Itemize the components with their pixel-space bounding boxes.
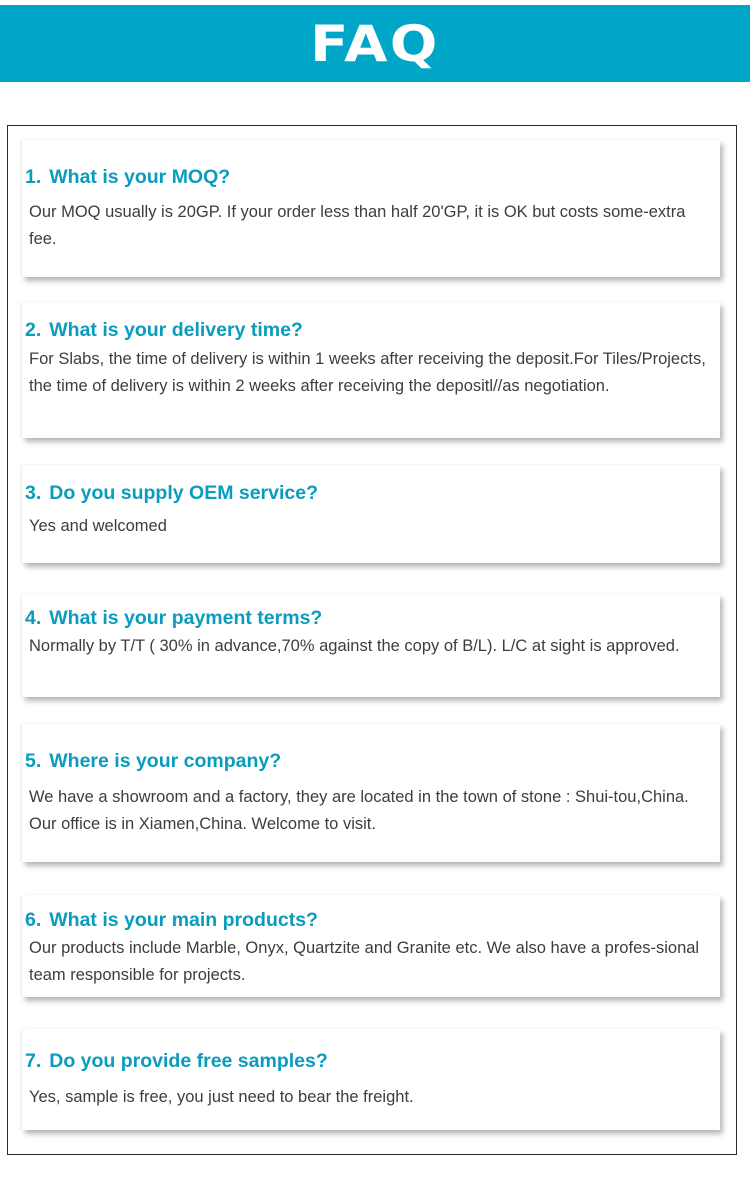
faq-question: 3. Do you supply OEM service?: [25, 482, 318, 504]
faq-answer: Normally by T/T ( 30% in advance,70% against the copy of B/L). L/C at sight is approved.: [29, 637, 680, 655]
faq-banner: [0, 5, 750, 82]
faq-card-1: [22, 140, 720, 277]
page-title: FAQ: [310, 14, 440, 73]
faq-card-4: [22, 594, 720, 697]
faq-question: 6. What is your main products?: [25, 909, 318, 931]
faq-answer: For Slabs, the time of delivery is within 1 weeks after receiving the deposit.For Tiles/Projects, the time of delivery is within 2 weeks after receiving the depositl//as negotiation.: [29, 350, 706, 395]
faq-card-7: [22, 1029, 720, 1130]
faq-answer: Yes, sample is free, you just need to bear the freight.: [29, 1088, 414, 1106]
faq-answer: Our MOQ usually is 20GP. If your order less than half 20'GP, it is OK but costs some-extra fee.: [29, 203, 686, 248]
faq-card-6: [22, 895, 720, 997]
faq-answer: Our products include Marble, Onyx, Quartzite and Granite etc. We also have a profes-sional team responsible for projects.: [29, 939, 700, 984]
faq-question: 7. Do you provide free samples?: [25, 1050, 328, 1072]
faq-question: 4. What is your payment terms?: [25, 607, 323, 629]
faq-card-3: [22, 465, 720, 563]
faq-answer: We have a showroom and a factory, they are located in the town of stone : Shui-tou,China. Our office is in Xiamen,China. Welcome to visit.: [29, 788, 689, 833]
faq-question: 5. Where is your company?: [25, 750, 282, 772]
faq-card-2: [22, 302, 720, 438]
faq-question: 2. What is your delivery time?: [25, 319, 303, 341]
faq-answer: Yes and welcomed: [29, 517, 167, 535]
faq-question: 1. What is your MOQ?: [25, 166, 231, 188]
faq-card-5: [22, 724, 720, 862]
